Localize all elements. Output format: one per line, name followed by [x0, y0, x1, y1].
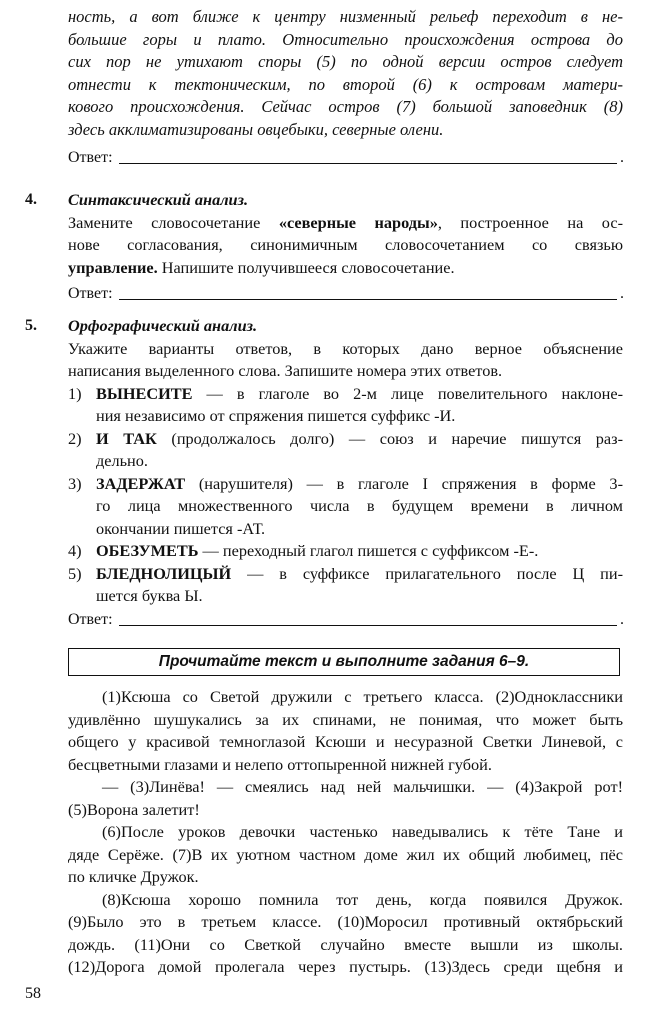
- bold-word: ОБЕЗУМЕТЬ: [96, 541, 199, 560]
- text-segment: (8)Ксюша хорошо помнила тот день, когда появился Дружок.: [102, 889, 623, 909]
- text-line: [68, 74, 623, 97]
- text-segment: ния независимо от спряжения пишется суффикс -И.: [96, 406, 456, 425]
- task-instructions: [68, 212, 623, 280]
- text-line: [96, 405, 623, 428]
- bold-word: управление.: [68, 257, 158, 277]
- text-line: [96, 428, 623, 451]
- task-instructions: [68, 338, 623, 383]
- text-segment: (12)Дорога домой пролегала через пустырь. (13)Здесь среди щебня и: [68, 957, 623, 976]
- text-segment: (1)Ксюша со Светой дружили с третьего класса. (2)Одноклассники: [102, 687, 623, 706]
- text-line: [68, 212, 623, 235]
- text-line: [68, 799, 623, 822]
- text-segment: (продолжалось долго) — союз и наречие пишутся раз-: [156, 428, 623, 448]
- text-segment: (6)После уроков девочки частенько наведывались к тёте Тане и: [102, 822, 623, 841]
- text-line: [96, 473, 623, 496]
- answer-option: [68, 428, 623, 473]
- text-segment: (5)Ворона залетит!: [68, 799, 200, 819]
- text-line: [68, 956, 623, 979]
- text-line: [68, 338, 623, 361]
- text-segment: удивлённо шушукались за их спинами, не понимая, что может быть: [68, 709, 623, 729]
- text-line: [96, 518, 623, 541]
- text-segment: дельно.: [96, 451, 148, 470]
- bold-word: И ТАК: [96, 428, 157, 448]
- text-segment: большие горы и плато. Относительно происхождения острова до: [68, 29, 623, 49]
- text-line: [68, 96, 623, 119]
- bold-word: ЗАДЕРЖАТ: [96, 473, 186, 493]
- text-segment: , построенное на ос-: [437, 212, 623, 232]
- text-segment: нове согласования, синонимичным словосочетанием со связью: [68, 235, 623, 254]
- text-segment: дождь. (11)Они со Светкой случайно вместе вышли из школы.: [68, 934, 623, 954]
- option-number: 2): [68, 428, 82, 448]
- text-segment: (9)Было это в третьем классе. (10)Моросил противный октябрьский: [68, 912, 623, 931]
- reading-header: Прочитайте текст и выполните задания 6–9.: [68, 648, 620, 676]
- answer-field-4[interactable]: Ответ: .: [68, 283, 624, 305]
- text-segment: окончании пишется -АТ.: [96, 518, 266, 538]
- text-line: [68, 866, 623, 889]
- answer-label: Ответ:: [68, 285, 113, 302]
- text-segment: — (3)Линёва! — смеялись над ней мальчишки. — (4)Закрой рот!: [102, 777, 623, 796]
- answer-label: Ответ:: [68, 149, 113, 166]
- answer-line[interactable]: [119, 147, 617, 164]
- answer-line[interactable]: [119, 283, 617, 300]
- text-line: [68, 709, 623, 732]
- text-line: [68, 6, 623, 29]
- answer-option: [68, 540, 623, 563]
- text-line: [68, 686, 623, 709]
- answer-label: Ответ:: [68, 611, 113, 628]
- reading-text: [68, 686, 623, 979]
- answer-option: [68, 563, 623, 608]
- bold-word: БЛЕДНОЛИЦЫЙ: [96, 563, 232, 583]
- text-segment: кового происхождения. Сейчас остров (7) большой заповедник (8): [68, 97, 623, 116]
- task-title: Орфографический анализ.: [68, 316, 258, 335]
- text-line: [68, 29, 623, 52]
- text-line: [68, 257, 623, 280]
- option-number: 4): [68, 541, 82, 560]
- text-line: [68, 821, 623, 844]
- text-segment: Укажите варианты ответов, в которых дано верное объяснение: [68, 338, 623, 358]
- text-line: [68, 911, 623, 934]
- task-number: 4.: [25, 191, 37, 208]
- text-line: [68, 776, 623, 799]
- text-line: [68, 889, 623, 912]
- option-number: 5): [68, 563, 82, 583]
- answer-field-3[interactable]: Ответ: .: [68, 147, 624, 169]
- task-4: [68, 189, 623, 279]
- text-segment: — в глаголе во 2-м лице повелительного наклоне-: [192, 383, 623, 403]
- text-line: [68, 234, 623, 257]
- answer-option: [68, 383, 623, 428]
- text-segment: Напишите получившееся словосочетание.: [157, 257, 455, 277]
- task-number: 5.: [25, 317, 37, 334]
- answer-field-5[interactable]: Ответ: .: [68, 609, 624, 631]
- text-line: [96, 563, 623, 586]
- answer-line[interactable]: [119, 609, 617, 626]
- text-segment: отнести к тектоническим, по второй (6) к островам матери-: [68, 74, 623, 94]
- text-line: [68, 119, 623, 142]
- intro-text: [68, 6, 623, 141]
- text-line: [68, 754, 623, 777]
- text-segment: — в суффиксе прилагательного после Ц пи-: [231, 563, 623, 583]
- text-line: [96, 495, 623, 518]
- text-segment: сих пор не утихают споры (5) по одной версии остров следует: [68, 52, 623, 71]
- text-line: [96, 383, 623, 406]
- text-line: [68, 51, 623, 74]
- page-number: 58: [25, 985, 41, 1002]
- text-segment: Замените словосочетание: [68, 212, 279, 232]
- text-line: [68, 934, 623, 957]
- text-segment: ность, а вот ближе к центру низменный рельеф переходит в не-: [68, 7, 623, 26]
- bold-word: ВЫНЕСИТЕ: [96, 383, 193, 403]
- text-segment: здесь акклиматизированы овцебыки, северные олени.: [68, 119, 444, 139]
- text-segment: шется буква Ы.: [96, 586, 203, 605]
- text-segment: по кличке Дружок.: [68, 867, 199, 886]
- text-line: [96, 585, 623, 608]
- text-line: [68, 360, 623, 383]
- text-line: [68, 844, 623, 867]
- text-segment: — переходный глагол пишется с суффиксом -Е-.: [198, 541, 539, 560]
- bold-word: «северные народы»: [278, 212, 438, 232]
- text-segment: бесцветными глазами и нелепо оттопыренной нижней губой.: [68, 754, 492, 774]
- text-line: [96, 540, 623, 563]
- option-number: 3): [68, 473, 82, 493]
- text-line: [96, 450, 623, 473]
- option-number: 1): [68, 383, 82, 403]
- text-segment: (нарушителя) — в глаголе I спряжения в форме 3-: [185, 473, 623, 493]
- text-line: [68, 731, 623, 754]
- answer-options: [68, 383, 623, 608]
- answer-option: [68, 473, 623, 541]
- task-5: [68, 315, 623, 608]
- task-title: Синтаксический анализ.: [68, 190, 249, 209]
- text-segment: общего у красивой темноглазой Ксюши и несуразной Светки Линевой, с: [68, 732, 623, 751]
- text-segment: дяде Серёже. (7)В их уютном частном доме жил их общий любимец, пёс: [68, 844, 623, 864]
- text-segment: го лица множественного числа в будущем времени в личном: [96, 496, 623, 515]
- text-segment: написания выделенного слова. Запишите номера этих ответов.: [68, 361, 503, 380]
